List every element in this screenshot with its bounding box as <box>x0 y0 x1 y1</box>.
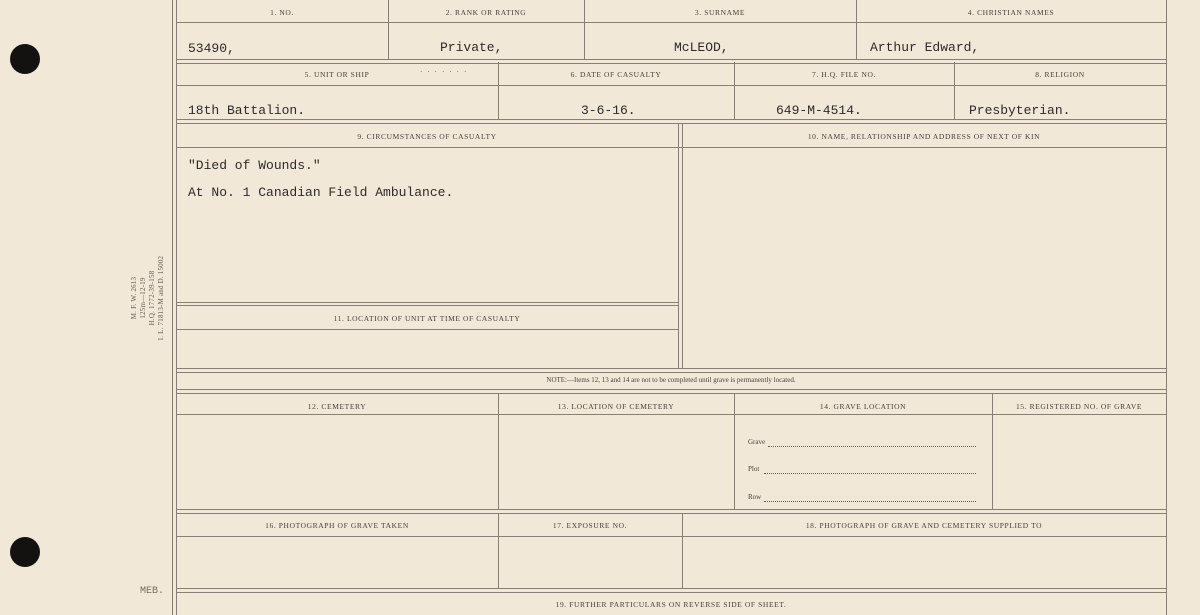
header-location-unit: 11. LOCATION OF UNIT AT TIME OF CASUALTY <box>333 314 521 323</box>
rank-value: Private, <box>440 40 503 55</box>
header-location-cemetery: 13. LOCATION OF CEMETERY <box>557 402 675 411</box>
surname-value: McLEOD, <box>674 40 729 55</box>
religion-value: Presbyterian. <box>969 103 1071 118</box>
punch-hole-bottom <box>10 537 40 567</box>
row-label: Row <box>748 493 762 501</box>
header-circumstances: 9. CIRCUMSTANCES OF CASUALTY <box>357 132 497 141</box>
circumstance-line: "Died of Wounds." <box>188 158 321 173</box>
row-dotted-line <box>764 501 976 502</box>
header-surname: 3. SURNAME <box>694 8 746 17</box>
unit-value: 18th Battalion. <box>188 103 306 118</box>
note-text: NOTE:—Items 12, 13 and 14 are not to be completed until grave is permanently located. <box>546 376 796 384</box>
printer-note-line: M. F. W. 2613 <box>130 276 138 320</box>
header-grave-location: 14. GRAVE LOCATION <box>819 402 907 411</box>
circumstance-line: At No. 1 Canadian Field Ambulance. <box>188 185 454 200</box>
punch-hole-top <box>10 44 40 74</box>
plot-label: Plot <box>748 465 760 473</box>
printer-note-line: I. L. 71813-M and D. 15002 <box>157 255 165 341</box>
clerk-initials: MEB. <box>140 586 165 597</box>
date-value: 3-6-16. <box>581 103 636 118</box>
header-rank: 2. RANK OR RATING <box>445 8 527 17</box>
header-registered-no: 15. REGISTERED NO. OF GRAVE <box>1015 402 1143 411</box>
header-religion: 8. RELIGION <box>1035 70 1085 79</box>
header-no: 1. NO. <box>270 8 294 17</box>
printer-note-line: 125m—12-19 <box>139 277 147 319</box>
printer-note-line: H.Q. 1772-39-158 <box>148 270 156 326</box>
file-no-value: 649-M-4514. <box>776 103 862 118</box>
header-photo-supplied: 18. PHOTOGRAPH OF GRAVE AND CEMETERY SUPPLIED TO <box>805 521 1043 530</box>
christian-names-value: Arthur Edward, <box>870 40 980 55</box>
grave-label: Grave <box>748 438 766 446</box>
dotted-ornament: ······· <box>420 68 472 76</box>
header-next-of-kin: 10. NAME, RELATIONSHIP AND ADDRESS OF NEXT OF KIN <box>807 132 1041 141</box>
header-unit: 5. UNIT OR SHIP <box>304 70 370 79</box>
header-file-no: 7. H.Q. FILE NO. <box>812 70 876 79</box>
plot-dotted-line <box>764 473 976 474</box>
header-exposure-no: 17. EXPOSURE NO. <box>552 521 628 530</box>
service-number: 53490, <box>188 41 235 56</box>
header-cemetery: 12. CEMETERY <box>307 402 367 411</box>
grave-dotted-line <box>768 446 976 447</box>
header-christian-names: 4. CHRISTIAN NAMES <box>967 8 1055 17</box>
header-further-particulars: 19. FURTHER PARTICULARS ON REVERSE SIDE OF SHEET. <box>555 600 787 609</box>
casualty-form <box>172 0 1172 615</box>
header-photo-taken: 16. PHOTOGRAPH OF GRAVE TAKEN <box>265 521 409 530</box>
header-date: 6. DATE OF CASUALTY <box>570 70 662 79</box>
